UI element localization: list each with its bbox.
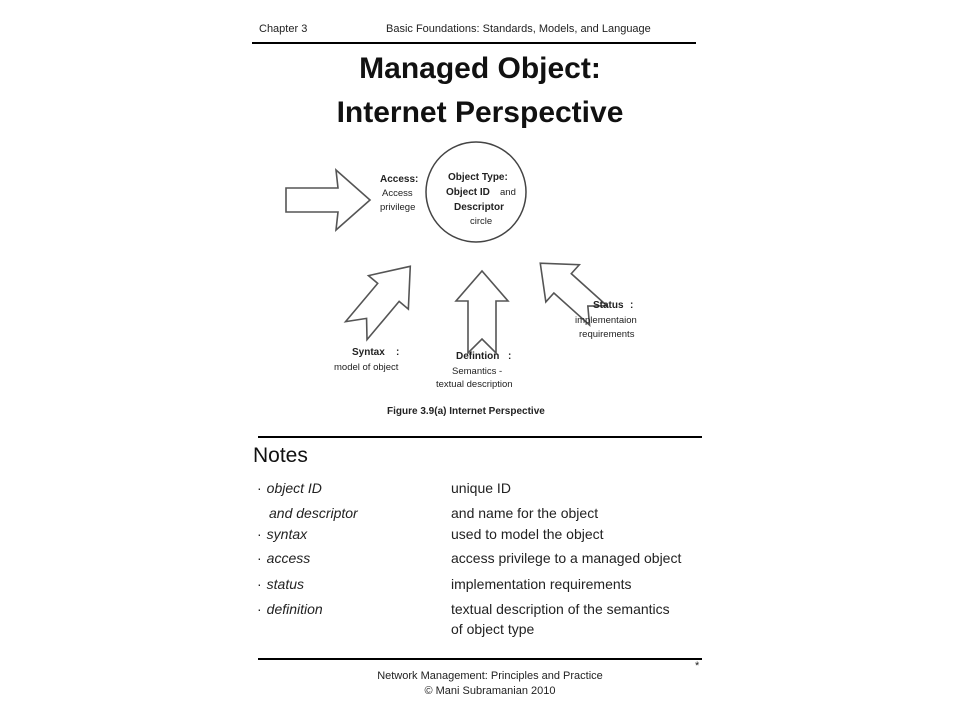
object-and-label: and [500,187,516,198]
status-text-1: implementaion [575,315,637,326]
header-divider [252,42,696,44]
syntax-colon: : [396,347,400,358]
note-term-text: object ID [266,480,322,496]
note-term-text: access [266,550,311,566]
definition-text-1: Semantics - [452,366,503,377]
figure-caption: Figure 3.9(a) Internet Perspective [387,406,545,417]
note-term-text: status [266,576,305,592]
status-colon: : [630,300,634,311]
note-definition-continued: of object type [451,621,535,637]
note-bullet: · [257,576,262,592]
object-id-label: Object ID [446,187,490,198]
note-term-text: syntax [266,526,308,542]
page-mark: * [695,660,700,672]
object-type-label: Object Type: [448,172,508,183]
note-term [257,526,307,542]
note-definition: used to model the object [451,526,604,542]
circle-label: circle [470,216,493,227]
note-term [257,550,310,566]
note-term [257,480,322,496]
note-term: and descriptor [269,505,358,521]
note-definition: textual description of the semantics [451,601,670,617]
definition-colon: : [508,351,512,362]
internet-perspective-figure [270,130,670,425]
access-text-2: privilege [380,202,416,213]
note-definition: and name for the object [451,505,599,521]
figure-divider [258,436,702,438]
note-bullet: · [257,526,262,542]
footer-line1: Network Management: Principles and Practice [377,670,603,682]
note-definition: access privilege to a managed object [451,550,682,566]
notes-heading: Notes [253,444,308,467]
status-text-2: requirements [579,329,635,340]
descriptor-label: Descriptor [454,202,505,213]
definition-text-2: textual description [436,379,513,390]
definition-arrow-icon [456,271,508,353]
syntax-text-1: model of object [334,362,399,373]
access-label: Access: [380,174,419,185]
access-text-1: Access [382,188,413,199]
footer-divider [258,658,702,660]
note-term-text: definition [266,601,323,617]
note-bullet: · [257,550,262,566]
note-definition: implementation requirements [451,576,632,592]
definition-label: Defintion [456,351,500,362]
access-arrow-icon [286,170,370,230]
note-bullet: · [257,601,262,617]
page-title-line2: Internet Perspective [336,96,624,129]
note-bullet: · [257,480,262,496]
footer-line2: © Mani Subramanian 2010 [424,685,556,697]
note-term [257,601,323,617]
status-label: Status [593,300,624,311]
note-term [257,576,304,592]
syntax-label: Syntax [352,347,385,358]
section-title: Basic Foundations: Standards, Models, and Language [386,23,651,35]
syntax-arrow-icon [336,250,430,348]
chapter-label: Chapter 3 [259,23,308,35]
note-definition: unique ID [451,480,511,496]
page-title-line1: Managed Object: [359,52,601,85]
